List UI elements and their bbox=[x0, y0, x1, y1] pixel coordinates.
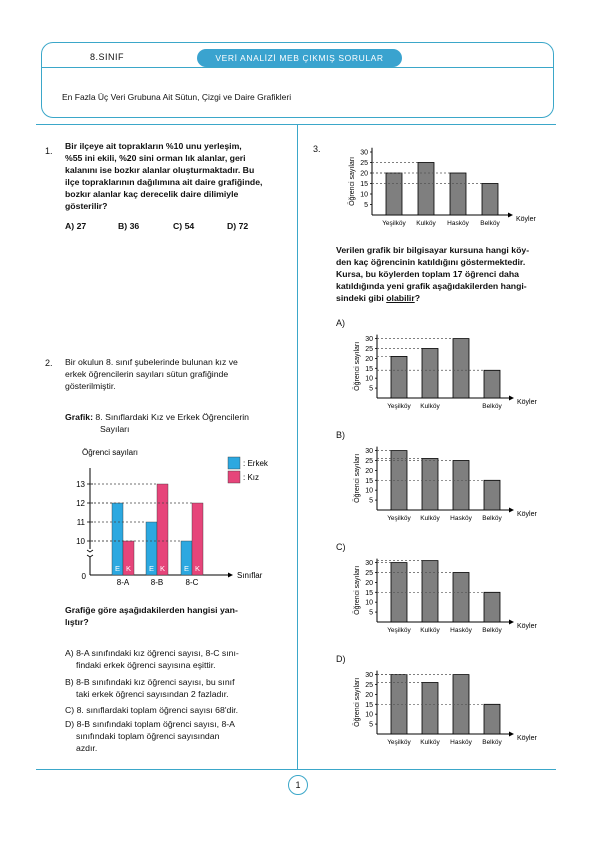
x-axis-label: Köyler bbox=[516, 216, 536, 223]
x-tick-label: 8-B bbox=[150, 578, 164, 587]
bar bbox=[484, 480, 500, 510]
y-axis-label: Öğrenci sayıları bbox=[354, 341, 361, 391]
q3-line: sindeki gibi bbox=[336, 293, 387, 303]
q3-option-b-letter[interactable]: B) bbox=[336, 430, 345, 440]
q3-line: Verilen grafik bir bilgisayar kursuna hangi köy- bbox=[336, 245, 530, 255]
y-tick-label: 5 bbox=[369, 385, 373, 393]
x-tick-label: Kulköy bbox=[416, 220, 436, 227]
legend-erkek-swatch bbox=[228, 457, 240, 469]
x-tick-label: Belköy bbox=[480, 220, 500, 227]
legend-kiz-label: : Kız bbox=[243, 473, 260, 482]
q2-text bbox=[65, 356, 290, 392]
y-tick-label: 25 bbox=[365, 570, 373, 577]
bar-letter: E bbox=[148, 564, 155, 573]
x-tick-label: Hasköy bbox=[447, 220, 469, 227]
q2-graph-title bbox=[65, 411, 287, 435]
y-tick-label: 20 bbox=[365, 691, 373, 699]
bar bbox=[422, 683, 438, 734]
x-tick-label: Kulköy bbox=[420, 515, 440, 522]
q2-question-line1: Grafiğe göre aşağıdakilerden hangisi yan- bbox=[65, 605, 238, 615]
y-tick-label: 12 bbox=[76, 499, 85, 508]
y-tick-label: 15 bbox=[365, 701, 373, 709]
x-axis-label: Köyler bbox=[517, 735, 537, 742]
x-tick-label: Yeşilköy bbox=[387, 739, 411, 746]
q2-option-a[interactable] bbox=[65, 647, 290, 671]
q3-option-a-letter[interactable]: A) bbox=[336, 318, 345, 328]
q1-text bbox=[65, 140, 290, 212]
bar bbox=[453, 339, 469, 398]
bar-letter: K bbox=[125, 564, 132, 573]
bar bbox=[422, 459, 438, 510]
y-tick-label: 20 bbox=[360, 170, 368, 178]
y-tick-label: 30 bbox=[365, 672, 373, 680]
grade-label: 8.SINIF bbox=[90, 52, 125, 62]
q1-option-a[interactable]: A) 27 bbox=[65, 221, 87, 231]
y-axis-label: Öğrenci sayıları bbox=[349, 156, 356, 206]
bar bbox=[450, 173, 466, 215]
q1-option-c[interactable]: C) 54 bbox=[173, 221, 195, 231]
option-line: findaki erkek öğrenci sayısına eşittir. bbox=[76, 660, 216, 670]
y-axis-label: Öğrenci sayıları bbox=[354, 453, 361, 503]
x-tick-label: Hasköy bbox=[450, 739, 472, 746]
y-tick-label: 5 bbox=[364, 202, 368, 209]
q3-given-chart bbox=[338, 145, 558, 235]
y-tick-label: 15 bbox=[360, 181, 368, 188]
bar bbox=[418, 163, 434, 216]
q1-line: bozkır alanlar kaç derecelik daire dilimiyle bbox=[65, 189, 239, 199]
bar bbox=[484, 592, 500, 622]
bar bbox=[386, 173, 402, 215]
y-tick-label: 20 bbox=[365, 355, 373, 363]
legend-kiz-swatch bbox=[228, 471, 240, 483]
bar bbox=[482, 184, 498, 216]
y-tick-label: 13 bbox=[76, 480, 85, 489]
y-tick-label: 10 bbox=[360, 191, 368, 199]
y-tick-label: 25 bbox=[365, 682, 373, 689]
q3-option-b-chart[interactable] bbox=[343, 435, 558, 530]
q3-option-d-letter[interactable]: D) bbox=[336, 654, 346, 664]
bottom-rule bbox=[36, 769, 556, 770]
q2-option-b[interactable] bbox=[65, 676, 290, 700]
q2-line: Bir okulun 8. sınıf şubelerinde bulunan kız ve bbox=[65, 357, 238, 367]
bar-letter: E bbox=[183, 564, 190, 573]
option-line: D) 8-B sınıfındaki toplam öğrenci sayısı, 8-A bbox=[65, 719, 235, 729]
q1-option-b[interactable]: B) 36 bbox=[118, 221, 140, 231]
x-axis-arrow bbox=[509, 396, 514, 401]
header-divider bbox=[41, 67, 554, 68]
x-axis-arrow bbox=[228, 573, 233, 578]
q3-underlined: olabilir bbox=[386, 293, 415, 303]
topic-title: En Fazla Üç Veri Grubuna Ait Sütun, Çizgi ve Daire Grafikleri bbox=[62, 92, 292, 102]
q2-question bbox=[65, 604, 290, 628]
x-tick-label: Kulköy bbox=[420, 739, 440, 746]
column-divider bbox=[297, 124, 298, 769]
bar bbox=[484, 370, 500, 398]
y-tick-label: 10 bbox=[76, 537, 85, 546]
x-axis-arrow bbox=[508, 213, 513, 218]
q3-option-d-chart[interactable] bbox=[343, 659, 558, 754]
x-tick-label: Kulköy bbox=[420, 627, 440, 634]
y-tick-label: 15 bbox=[365, 477, 373, 485]
bar bbox=[484, 704, 500, 734]
q2-number: 2. bbox=[45, 358, 53, 368]
x-axis-arrow bbox=[509, 620, 514, 625]
option-line: azdır. bbox=[76, 743, 98, 753]
q1-line: kalanını ise bozkır alanlar oluşturmaktadır. Bu bbox=[65, 165, 255, 175]
y-tick-label: 20 bbox=[365, 467, 373, 475]
x-tick-label: Hasköy bbox=[450, 627, 472, 634]
y-tick-label: 5 bbox=[369, 609, 373, 617]
x-tick-label: Yeşilköy bbox=[387, 403, 411, 410]
q3-option-a-chart[interactable] bbox=[343, 323, 558, 418]
option-line: sınıfındaki toplam öğrenci sayısından bbox=[76, 731, 220, 741]
x-axis-label: Köyler bbox=[517, 511, 537, 518]
y-tick-label: 11 bbox=[76, 518, 85, 527]
legend-erkek-label: : Erkek bbox=[243, 459, 268, 468]
option-line: A) 8-A sınıfındaki kız öğrenci sayısı, 8-C sını- bbox=[65, 648, 239, 658]
q3-text bbox=[336, 244, 561, 304]
graph-title-text: 8. Sınıflardaki Kız ve Erkek Öğrencilerin bbox=[93, 412, 249, 422]
x-tick-label: Belköy bbox=[482, 627, 502, 634]
y-tick-label: 30 bbox=[365, 336, 373, 344]
y-tick-label: 20 bbox=[365, 579, 373, 587]
q1-option-d[interactable]: D) 72 bbox=[227, 221, 249, 231]
x-axis-arrow bbox=[509, 508, 514, 513]
y-tick-label: 10 bbox=[365, 375, 373, 383]
y-axis-label: Öğrenci sayıları bbox=[354, 677, 361, 727]
x-tick-label: 8-A bbox=[116, 578, 130, 587]
top-rule bbox=[36, 124, 556, 125]
y-tick-label: 15 bbox=[365, 365, 373, 373]
x-tick-label: 8-C bbox=[185, 578, 199, 587]
q3-line: den kaç öğrencinin katıldığını göstermektedir. bbox=[336, 257, 526, 267]
y-tick-label: 25 bbox=[360, 160, 368, 167]
q2-line: gösterilmiştir. bbox=[65, 381, 116, 391]
graph-title-label: Grafik: bbox=[65, 412, 94, 422]
q1-line: gösterilir? bbox=[65, 201, 108, 211]
q3-option-c-chart[interactable] bbox=[343, 547, 558, 642]
q1-line: ilçe topraklarının dağılımına ait daire grafiğinde, bbox=[65, 177, 263, 187]
y-tick-label: 10 bbox=[365, 711, 373, 719]
bar-letter: K bbox=[194, 564, 201, 573]
x-tick-label: Yeşilköy bbox=[382, 220, 406, 227]
q2-line: erkek öğrencilerin sayıları sütun grafiğinde bbox=[65, 369, 229, 379]
x-tick-label: Yeşilköy bbox=[387, 515, 411, 522]
q2-chart bbox=[60, 440, 295, 595]
y-tick-label: 30 bbox=[365, 448, 373, 456]
kiz-bar bbox=[157, 484, 168, 575]
x-axis-label: Sınıflar bbox=[237, 571, 263, 580]
q3-number: 3. bbox=[313, 144, 321, 154]
y-tick-label: 30 bbox=[360, 149, 368, 157]
graph-title-line2: Sayıları bbox=[100, 424, 130, 434]
x-tick-label: Kulköy bbox=[420, 403, 440, 410]
x-axis-label: Köyler bbox=[517, 623, 537, 630]
x-tick-label: Hasköy bbox=[450, 515, 472, 522]
bar-letter: K bbox=[159, 564, 166, 573]
y-axis-label: Öğrenci sayıları bbox=[354, 565, 361, 615]
q3-line: Kursa, bu köylerden toplam 17 öğrenci daha bbox=[336, 269, 519, 279]
y-tick-label: 10 bbox=[365, 487, 373, 495]
option-line: C) 8. sınıflardaki toplam öğrenci sayısı 68'dir. bbox=[65, 705, 239, 715]
q3-option-c-letter[interactable]: C) bbox=[336, 542, 346, 552]
x-tick-label: Belköy bbox=[482, 403, 502, 410]
bar bbox=[422, 561, 438, 622]
y-tick-label: 5 bbox=[369, 497, 373, 505]
page-number: 1 bbox=[288, 775, 308, 795]
y-tick-label: 15 bbox=[365, 589, 373, 597]
title-pill: VERİ ANALİZİ MEB ÇIKMIŞ SORULAR bbox=[197, 49, 402, 67]
q3-qmark: ? bbox=[414, 293, 421, 303]
y-tick-label: 5 bbox=[369, 721, 373, 729]
y-tick-label: 25 bbox=[365, 346, 373, 353]
q2-option-d[interactable] bbox=[65, 718, 290, 754]
bar bbox=[422, 349, 438, 399]
x-axis-label: Köyler bbox=[517, 399, 537, 406]
bar bbox=[391, 356, 407, 398]
x-axis-arrow bbox=[509, 732, 514, 737]
q1-line: Bir ilçeye ait toprakların %10 unu yerleşim, bbox=[65, 141, 242, 151]
bar bbox=[453, 573, 469, 623]
y-axis-label: Öğrenci sayıları bbox=[82, 448, 139, 457]
q1-line: %55 ini ekili, %20 sini orman lık alanlar, geri bbox=[65, 153, 246, 163]
x-tick-label: Belköy bbox=[482, 739, 502, 746]
option-line: taki erkek öğrenci sayısından 2 fazladır. bbox=[76, 689, 229, 699]
option-line: B) 8-B sınıfındaki kız öğrenci sayısı, bu sınıf bbox=[65, 677, 235, 687]
y-tick-label: 10 bbox=[365, 599, 373, 607]
q2-question-line2: lıştır? bbox=[65, 617, 89, 627]
y-tick-label: 30 bbox=[365, 560, 373, 568]
bar bbox=[453, 461, 469, 511]
q3-line: katıldığında yeni grafik aşağıdakilerden hangi- bbox=[336, 281, 527, 291]
y-tick-label: 25 bbox=[365, 458, 373, 465]
x-tick-label: Yeşilköy bbox=[387, 627, 411, 634]
origin-label: 0 bbox=[81, 572, 86, 581]
x-tick-label: Belköy bbox=[482, 515, 502, 522]
bar-letter: E bbox=[114, 564, 121, 573]
q2-option-c[interactable] bbox=[65, 704, 290, 716]
q1-number: 1. bbox=[45, 146, 53, 156]
